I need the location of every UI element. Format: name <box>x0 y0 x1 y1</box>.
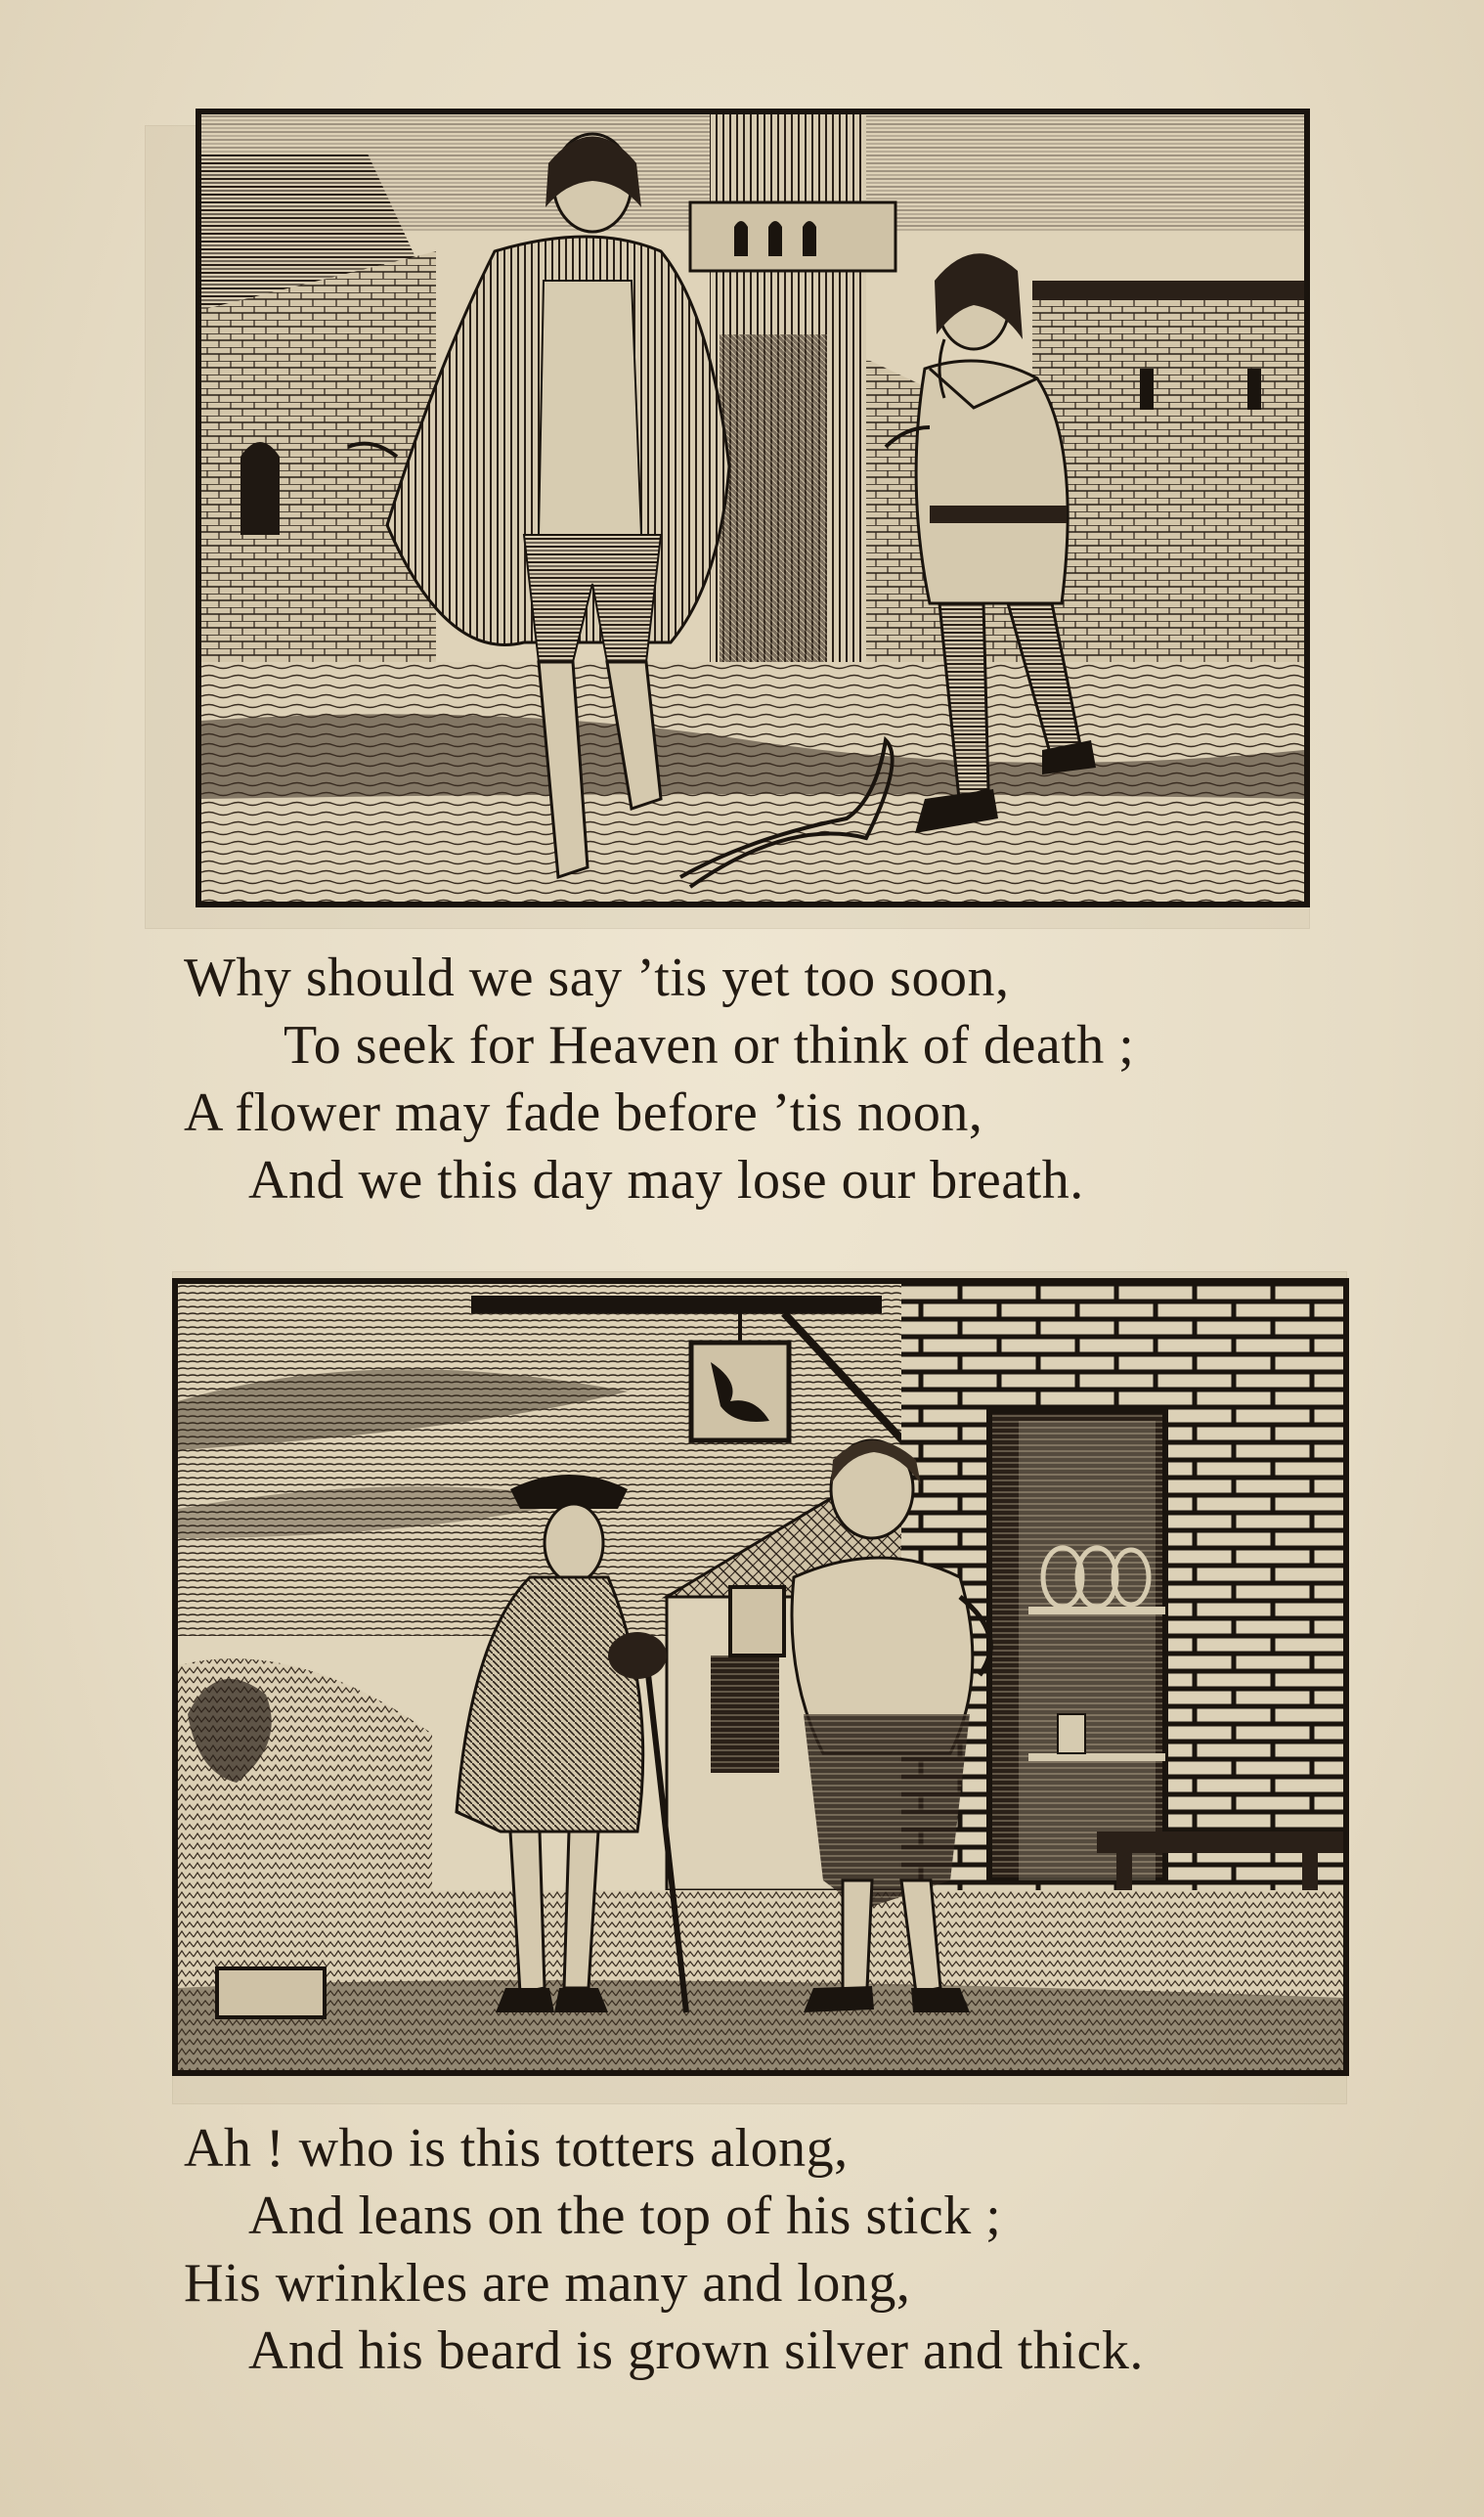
verse-line: And his beard is grown silver and thick. <box>248 2320 1144 2381</box>
woodcut-old-man-at-inn-icon <box>178 1284 1343 2070</box>
verse-line: And leans on the top of his stick ; <box>248 2186 1002 2246</box>
verse-line: Why should we say ’tis yet too soon, <box>184 948 1010 1008</box>
verse-line: A flower may fade before ’tis noon, <box>184 1082 983 1143</box>
verse-line: His wrinkles are many and long, <box>184 2253 911 2314</box>
verse-line: And we this day may lose our breath. <box>248 1150 1084 1211</box>
verse-stanza-2 <box>0 2115 1484 2385</box>
woodcut-illustration-bottom <box>172 1278 1349 2076</box>
verse-line: To seek for Heaven or think of death ; <box>284 1015 1135 1076</box>
verse-stanza-1 <box>0 945 1484 1214</box>
verse-line: Ah ! who is this totters along, <box>184 2118 849 2179</box>
woodcut-two-men-conversing-icon <box>201 114 1304 902</box>
woodcut-illustration-top <box>196 109 1310 907</box>
